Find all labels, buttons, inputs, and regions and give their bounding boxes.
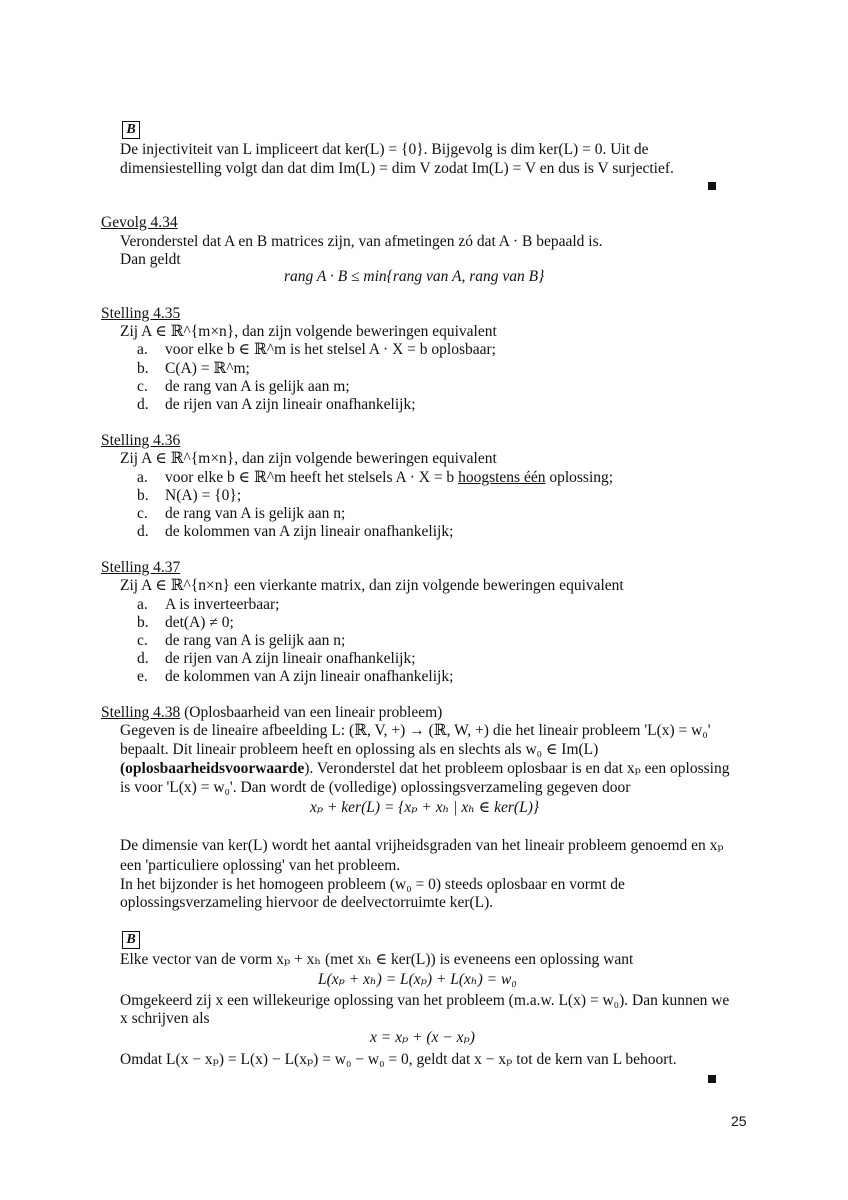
end-of-proof-mark [708, 1075, 716, 1083]
theorem-text: In het bijzonder is het homogeen probleem (w₀ = 0) steeds oplosbaar en vormt de [120, 876, 625, 893]
page-number: 25 [731, 1113, 747, 1129]
proof-line: dimensiestelling volgt dan dat dim Im(L) = dim V zodat Im(L) = V en dus is V surjectief. [120, 160, 674, 177]
theorem-text: oplossingsverzameling hiervoor de deelvectorruimte ker(L). [120, 894, 494, 911]
theorem-intro: Zij A ∈ ℝ^{m×n}, dan zijn volgende beweringen equivalent [120, 450, 497, 467]
theorem-text: bepaalt. Dit lineair probleem heeft en oplossing als en slechts als w₀ ∈ Im(L) [120, 741, 599, 758]
theorem-text: is voor 'L(x) = w₀'. Dan wordt de (volledige) oplossingsverzameling gegeven door [120, 779, 631, 796]
list-item: a. A is inverteerbaar; [137, 596, 280, 613]
corollary-text: Dan geldt [120, 251, 181, 268]
corollary-formula: rang A · B ≤ min{rang van A, rang van B} [284, 268, 545, 285]
theorem-intro: Zij A ∈ ℝ^{m×n}, dan zijn volgende beweringen equivalent [120, 323, 497, 340]
proof-line: Elke vector van de vorm xₚ + xₕ (met xₕ ∈ ker(L)) is eveneens een oplossing want [120, 951, 634, 968]
list-item: b. det(A) ≠ 0; [137, 614, 234, 631]
list-item: d. de kolommen van A zijn lineair onafhankelijk; [137, 523, 454, 540]
solution-set-formula: xₚ + ker(L) = {xₚ + xₕ | xₕ ∈ ker(L)} [310, 799, 540, 816]
list-item: d. de rijen van A zijn lineair onafhankelijk; [137, 650, 416, 667]
theorem-text: Gegeven is de lineaire afbeelding L: (ℝ, V, +) → (ℝ, W, +) die het lineair probleem 'L(x) = w₀' [120, 722, 711, 739]
list-item: c. de rang van A is gelijk aan m; [137, 378, 350, 395]
theorem-intro: Zij A ∈ ℝ^{n×n} een vierkante matrix, dan zijn volgende beweringen equivalent [120, 577, 624, 594]
proof-line: Omgekeerd zij x een willekeurige oplossing van het probleem (m.a.w. L(x) = w₀). Dan kunnen we [120, 992, 730, 1009]
proof-line: De injectiviteit van L impliceert dat ker(L) = {0}. Bijgevolg is dim ker(L) = 0. Uit de [120, 141, 649, 158]
list-item: c. de rang van A is gelijk aan n; [137, 505, 346, 522]
proof-line: Omdat L(x − xₚ) = L(x) − L(xₚ) = w₀ − w₀ = 0, geldt dat x − xₚ tot de kern van L behoort. [120, 1051, 677, 1068]
list-item: a. voor elke b ∈ ℝ^m heeft het stelsels A · X = b hoogstens één oplossing; [137, 469, 614, 486]
list-item: b. C(A) = ℝ^m; [137, 360, 250, 377]
theorem-text: De dimensie van ker(L) wordt het aantal vrijheidsgraden van het lineair probleem genoemd en xₚ [120, 837, 724, 854]
list-item: c. de rang van A is gelijk aan n; [137, 632, 346, 649]
list-item: a. voor elke b ∈ ℝ^m is het stelsel A · X = b oplosbaar; [137, 341, 496, 358]
proof-formula: L(xₚ + xₕ) = L(xₚ) + L(xₕ) = w₀ [318, 971, 517, 988]
end-of-proof-mark [708, 182, 716, 190]
proof-badge: B [122, 931, 140, 949]
theorem-text: (oplosbaarheidsvoorwaarde). Veronderstel dat het probleem oplosbaar is en dat xₚ een oplossing [120, 760, 730, 777]
theorem-heading: Stelling 4.36 [101, 432, 181, 449]
proof-badge: B [122, 121, 140, 139]
list-item: b. N(A) = {0}; [137, 487, 242, 504]
corollary-heading: Gevolg 4.34 [101, 214, 178, 231]
list-item: d. de rijen van A zijn lineair onafhankelijk; [137, 396, 416, 413]
proof-formula: x = xₚ + (x − xₚ) [370, 1029, 475, 1046]
proof-line: x schrijven als [120, 1010, 210, 1027]
theorem-heading: Stelling 4.35 [101, 305, 181, 322]
theorem-text: een 'particuliere oplossing' van het probleem. [120, 857, 401, 874]
list-item: e. de kolommen van A zijn lineair onafhankelijk; [137, 668, 454, 685]
corollary-text: Veronderstel dat A en B matrices zijn, van afmetingen zó dat A · B bepaald is. [120, 233, 603, 250]
theorem-heading: Stelling 4.37 [101, 559, 181, 576]
theorem-heading: Stelling 4.38 (Oplosbaarheid van een lineair probleem) [101, 704, 443, 721]
